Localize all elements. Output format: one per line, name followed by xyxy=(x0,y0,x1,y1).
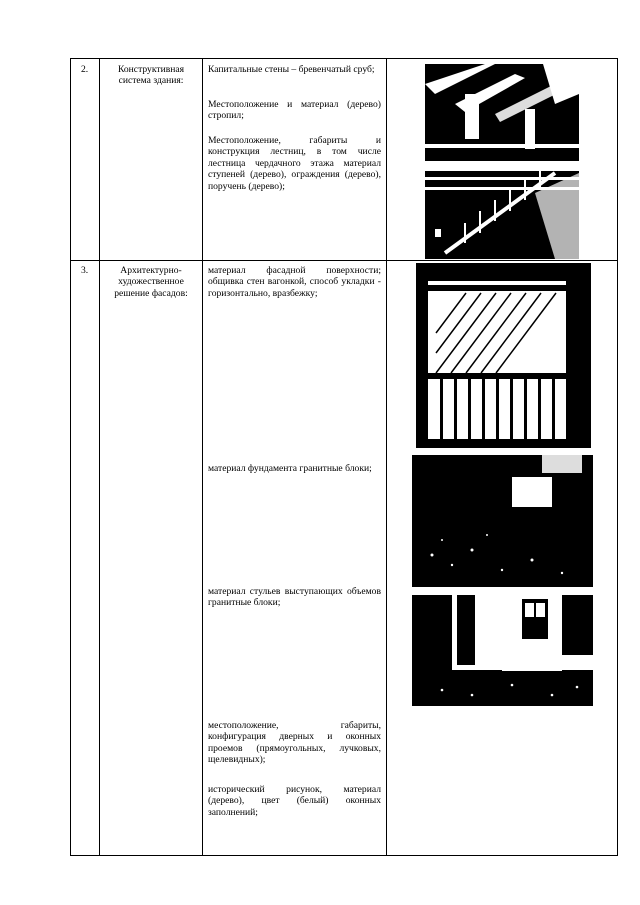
roof-rafters-photo xyxy=(425,64,579,161)
row-title: Архитектурно-художественное решение фасадов: xyxy=(114,265,188,299)
row-title: Конструктивная система здания: xyxy=(117,64,185,87)
row-number: 3. xyxy=(81,265,89,276)
projecting-volume-base-photo xyxy=(412,595,593,706)
row-item: Капитальные стены – бревенчатый сруб; xyxy=(208,64,375,75)
row-item: местоположение, габариты, конфигурация дверных и оконных проемов (прямоугольных, лучковых, щелевидных); xyxy=(208,720,381,766)
row-number: 2. xyxy=(81,64,89,75)
row-item: материал фундамента гранитные блоки; xyxy=(208,463,372,474)
column-divider xyxy=(202,59,203,855)
row-item: материал фасадной поверхности; общивка стен вагонкой, способ укладки - горизонтально, вразбежку; xyxy=(208,265,381,299)
row-item: исторический рисунок, материал (дерево), цвет (белый) оконных заполнений; xyxy=(208,784,381,818)
row-item: материал стульев выступающих объемов гранитные блоки; xyxy=(208,586,381,609)
column-divider xyxy=(99,59,100,855)
veranda-facade-photo xyxy=(416,263,591,448)
column-divider xyxy=(386,59,387,855)
row-divider xyxy=(71,260,617,261)
row-item: Местоположение, габариты и конструкция лестниц, в том числе лестница чердачного этажа материал ступеней (дерево), ограждения (дерево), поручень (дерево); xyxy=(208,135,381,192)
monument-subject-table xyxy=(70,58,618,856)
attic-staircase-photo xyxy=(425,163,579,259)
row-item: Местоположение и материал (дерево) стропил; xyxy=(208,99,381,122)
granite-foundation-photo xyxy=(412,455,593,587)
